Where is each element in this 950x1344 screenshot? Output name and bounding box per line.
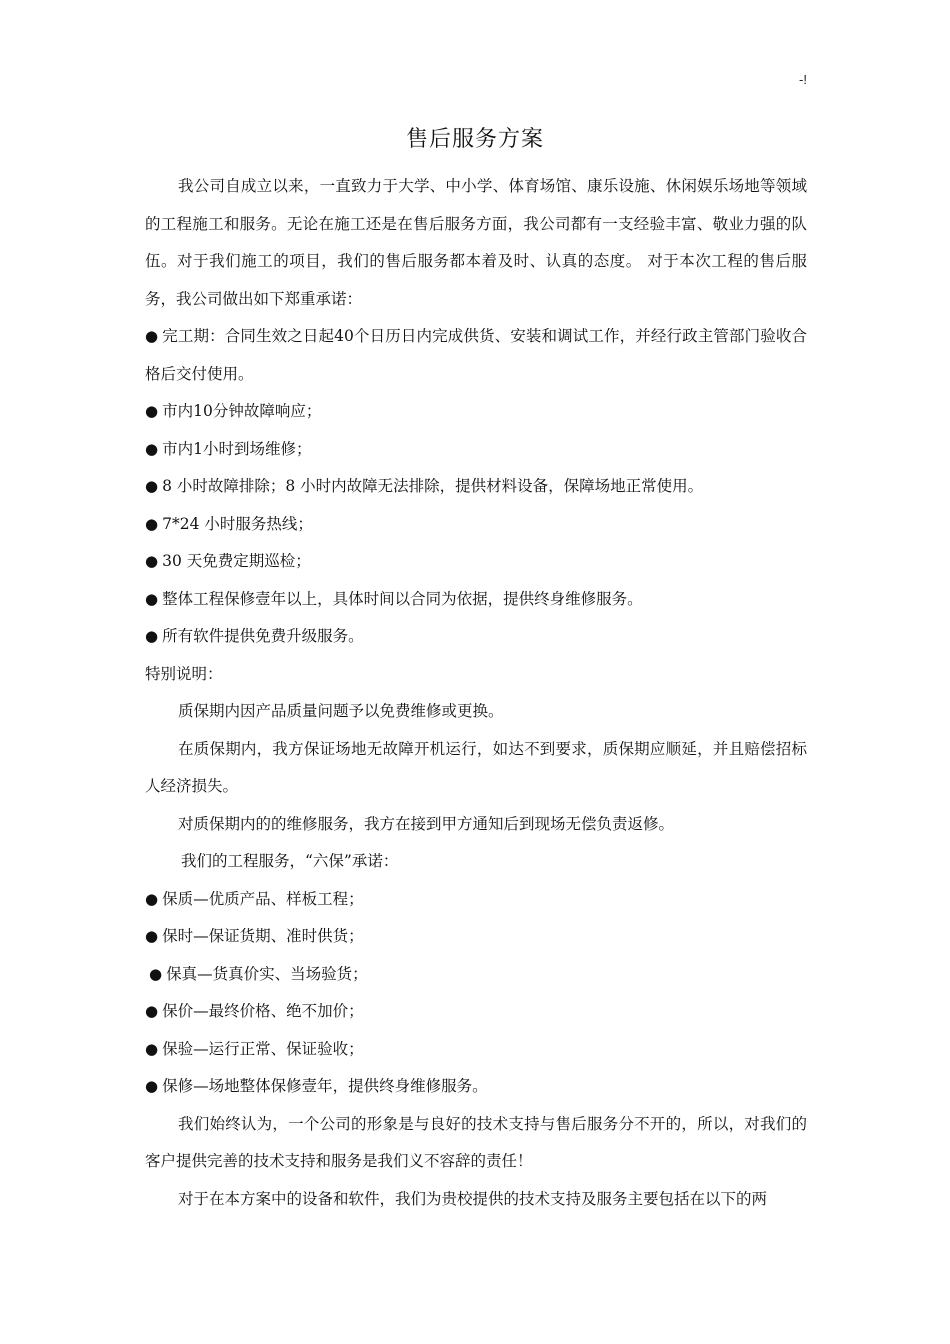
list-item: [145, 468, 807, 506]
list-item-text: 30 天免费定期巡检；: [162, 552, 311, 570]
bullet-icon: ●: [145, 1002, 159, 1020]
bullet-icon: ●: [145, 1039, 159, 1058]
list-item-text: 保真—货真价实、当场验货；: [166, 964, 368, 983]
closing-paragraph: 对于在本方案中的设备和软件，我们为贵校提供的技术支持及服务主要包括在以下的两: [178, 1189, 768, 1208]
bullet-icon: ●: [145, 552, 159, 570]
list-item: [145, 618, 807, 656]
list-item: [145, 993, 807, 1031]
list-item: [145, 506, 807, 544]
list-item-text: 所有软件提供免费升级服务。: [162, 627, 364, 645]
list-item-text: 保时—保证货期、准时供货；: [162, 927, 364, 945]
bullet-icon: ●: [149, 964, 163, 983]
bullet-icon: ●: [145, 1077, 159, 1095]
bullet-icon: ●: [145, 627, 159, 645]
list-item: [145, 881, 807, 919]
list-item-text: 市内10分钟故障响应；: [162, 402, 322, 420]
list-item-text: 保质—优质产品、样板工程；: [162, 889, 364, 908]
list-item: [145, 581, 807, 619]
six-guarantees-heading: 我们的工程服务，“六保”承诺：: [181, 852, 399, 870]
list-item-text: 保修—场地整体保修壹年，提供终身维修服务。: [162, 1077, 488, 1095]
list-item: [145, 431, 807, 469]
bullet-icon: ●: [145, 402, 159, 420]
bullet-icon: ●: [145, 439, 159, 458]
document-title: 售后服务方案: [405, 127, 544, 152]
list-item: [145, 543, 807, 581]
list-item-text: 完工期：合同生效之日起40个日历日内完成供货、安装和调试工作，并经行政主管部门验收合格后交付使用。: [145, 327, 807, 383]
closing-paragraph: 我们始终认为，一个公司的形象是与良好的技术支持与售后服务分不开的，所以，对我们的客户提供完善的技术支持和服务是我们义不容辞的责任！: [145, 1114, 807, 1170]
list-item-text: 整体工程保修壹年以上，具体时间以合同为依据，提供终身维修服务。: [162, 589, 643, 608]
list-item-text: 7*24 小时服务热线；: [162, 514, 313, 533]
bullet-icon: ●: [145, 927, 159, 945]
bullet-icon: ●: [145, 477, 159, 495]
list-item: [145, 318, 807, 393]
special-note: 在质保期内，我方保证场地无故障开机运行，如达不到要求，质保期应顺延，并且赔偿招标人经济损失。: [145, 739, 807, 795]
page-mark: -!: [799, 72, 807, 87]
bullet-icon: ●: [145, 589, 159, 608]
list-item-text: 市内1小时到场维修；: [162, 439, 312, 458]
bullet-icon: ●: [145, 889, 159, 908]
list-item-text: 8 小时故障排除；8 小时内故障无法排除，提供材料设备，保障场地正常使用。: [162, 477, 704, 495]
bullet-icon: ●: [145, 514, 159, 533]
list-item: [145, 1068, 807, 1106]
document-body: [145, 168, 807, 1218]
special-heading: 特别说明：: [145, 664, 223, 683]
list-item: [145, 1031, 807, 1069]
bullet-icon: ●: [145, 327, 159, 345]
list-item-text: 保价—最终价格、绝不加价；: [162, 1002, 364, 1020]
list-item-text: 保验—运行正常、保证验收；: [162, 1039, 364, 1058]
list-item: [145, 393, 807, 431]
special-note: 质保期内因产品质量问题予以免费维修或更换。: [178, 702, 504, 720]
commitment-list: [145, 318, 807, 656]
intro-paragraph: 我公司自成立以来，一直致力于大学、中小学、体育场馆、康乐设施、休闲娱乐场地等领域的工程施工和服务。无论在施工还是在售后服务方面，我公司都有一支经验丰富、敬业力强的队伍。对于我们施工的项目，我们的售后服务都本着及时、认真的态度。 对于本次工程的售后服务，我公司做出如下郑重承诺：: [145, 177, 807, 308]
list-item: [145, 956, 807, 994]
special-note: 对质保期内的的维修服务，我方在接到甲方通知后到现场无偿负责返修。: [178, 814, 675, 833]
list-item: [145, 918, 807, 956]
six-guarantees-list: [145, 881, 807, 1106]
